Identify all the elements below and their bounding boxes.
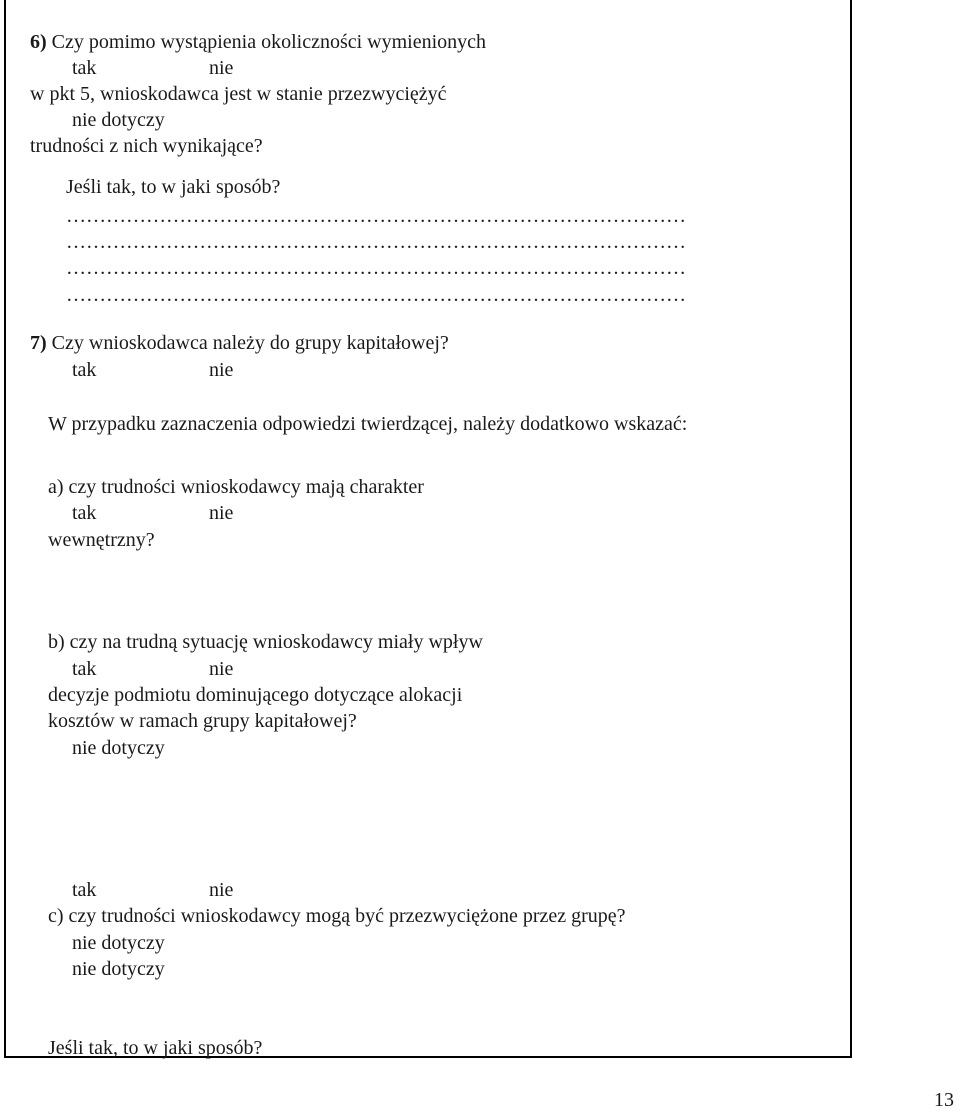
q7b-option-tak[interactable]: tak xyxy=(72,658,97,680)
q6-answer-line-2[interactable]: ………………………………………………………………………………… xyxy=(66,231,686,253)
q7c-option-nie-dotyczy-2[interactable]: nie dotyczy xyxy=(72,958,165,980)
q7a-option-nie[interactable]: nie xyxy=(209,502,234,524)
q7c-option-tak[interactable]: tak xyxy=(72,879,97,901)
q6-followup: Jeśli tak, to w jaki sposób? xyxy=(66,176,281,198)
q6-option-nie[interactable]: nie xyxy=(209,57,234,79)
q7b-text-1: b) czy na trudną sytuację wnioskodawcy miały wpływ xyxy=(48,631,483,653)
q7a-text-1: a) czy trudności wnioskodawcy mają charakter xyxy=(48,476,424,498)
q7b-option-nie-dotyczy[interactable]: nie dotyczy xyxy=(72,737,165,759)
q7-instruction: W przypadku zaznaczenia odpowiedzi twierdzącej, należy dodatkowo wskazać: xyxy=(48,413,688,435)
q6-answer-line-4[interactable]: ………………………………………………………………………………… xyxy=(66,284,686,306)
q7c-followup: Jeśli tak, to w jaki sposób? xyxy=(48,1037,263,1059)
q7-number: 7) xyxy=(30,332,47,354)
q7b-text-3: kosztów w ramach grupy kapitałowej? xyxy=(48,710,357,732)
q6-line1 xyxy=(30,30,486,54)
q7c-text-1: c) czy trudności wnioskodawcy mogą być przezwyciężone przez grupę? xyxy=(48,905,626,927)
q6-answer-line-1[interactable]: ………………………………………………………………………………… xyxy=(66,205,686,227)
q7c-option-nie-dotyczy-1[interactable]: nie dotyczy xyxy=(72,932,165,954)
q6-text-3: trudności z nich wynikające? xyxy=(30,135,263,157)
q7c-option-nie[interactable]: nie xyxy=(209,879,234,901)
q6-text-2: w pkt 5, wnioskodawca jest w stanie przezwyciężyć xyxy=(30,83,447,105)
q7a-option-tak[interactable]: tak xyxy=(72,502,97,524)
q7-option-tak[interactable]: tak xyxy=(72,359,97,381)
q7b-text-2: decyzje podmiotu dominującego dotyczące alokacji xyxy=(48,684,463,706)
q7-line xyxy=(30,331,449,355)
q6-option-nie-dotyczy[interactable]: nie dotyczy xyxy=(72,109,165,131)
q6-number: 6) xyxy=(30,31,47,53)
q7-option-nie[interactable]: nie xyxy=(209,359,234,381)
page-number: 13 xyxy=(934,1089,954,1111)
q7b-option-nie[interactable]: nie xyxy=(209,658,234,680)
q7-text: Czy wnioskodawca należy do grupy kapitałowej? xyxy=(51,332,449,354)
q6-text-1: Czy pomimo wystąpienia okoliczności wymienionych xyxy=(51,31,487,53)
q7a-text-2: wewnętrzny? xyxy=(48,529,155,551)
q6-option-tak[interactable]: tak xyxy=(72,57,97,79)
q6-answer-line-3[interactable]: ………………………………………………………………………………… xyxy=(66,257,686,279)
